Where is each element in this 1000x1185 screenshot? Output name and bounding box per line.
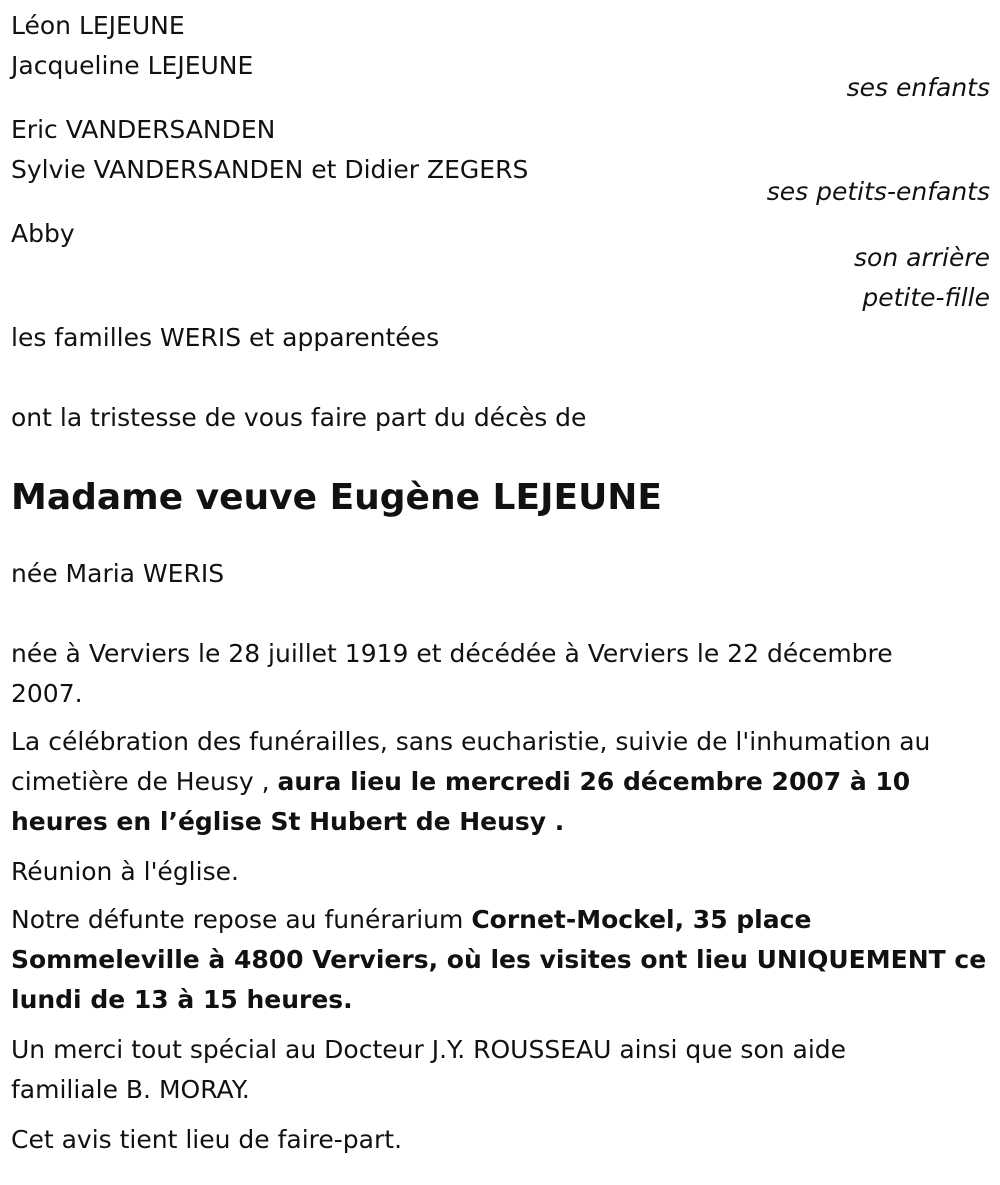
great-grandchild-label-1: son arrière <box>854 243 990 272</box>
funeral-bold-text-2: heures en l’église St Hubert de Heusy . <box>11 807 565 836</box>
visit-bold-text-2: Sommeleville à 4800 Verviers, où les visites ont lieu UNIQUEMENT ce <box>11 945 987 974</box>
announcement-line: ont la tristesse de vous faire part du décès de <box>11 403 587 432</box>
born-name: née Maria WERIS <box>11 559 225 588</box>
visit-line-1 <box>11 900 990 940</box>
visit-line-3 <box>11 980 990 1020</box>
dates-line-2: 2007. <box>11 679 83 708</box>
children-label: ses enfants <box>846 73 990 102</box>
funeral-line-1: La célébration des funérailles, sans eucharistie, suivie de l'inhumation au <box>11 727 931 756</box>
visit-plain-text: Notre défunte repose au funérarium <box>11 905 472 934</box>
child-name-1: Léon LEJEUNE <box>11 11 185 40</box>
grandchild-name-2: Sylvie VANDERSANDEN et Didier ZEGERS <box>11 155 529 184</box>
closing-line: Cet avis tient lieu de faire-part. <box>11 1125 403 1154</box>
meeting-line: Réunion à l'église. <box>11 857 239 886</box>
deceased-name: Madame veuve Eugène LEJEUNE <box>11 477 663 518</box>
visit-bold-text-1: Cornet-Mockel, 35 place <box>471 905 812 934</box>
grandchildren-label: ses petits-enfants <box>766 177 990 206</box>
great-grandchild-name: Abby <box>11 219 75 248</box>
visit-line-2 <box>11 940 990 980</box>
grandchild-name-1: Eric VANDERSANDEN <box>11 115 276 144</box>
thanks-line-2: familiale B. MORAY. <box>11 1075 250 1104</box>
great-grandchild-label-2: petite-fille <box>862 283 990 312</box>
funeral-plain-text: cimetière de Heusy , <box>11 767 278 796</box>
dates-line-1: née à Verviers le 28 juillet 1919 et décédée à Verviers le 22 décembre <box>11 639 893 668</box>
funeral-line-2 <box>11 762 990 802</box>
visit-bold-text-3: lundi de 13 à 15 heures. <box>11 985 353 1014</box>
funeral-bold-text-1: aura lieu le mercredi 26 décembre 2007 à 10 <box>277 767 911 796</box>
funeral-line-3 <box>11 802 990 842</box>
families-line: les familles WERIS et apparentées <box>11 323 440 352</box>
child-name-2: Jacqueline LEJEUNE <box>11 51 254 80</box>
thanks-line-1: Un merci tout spécial au Docteur J.Y. ROUSSEAU ainsi que son aide <box>11 1035 847 1064</box>
